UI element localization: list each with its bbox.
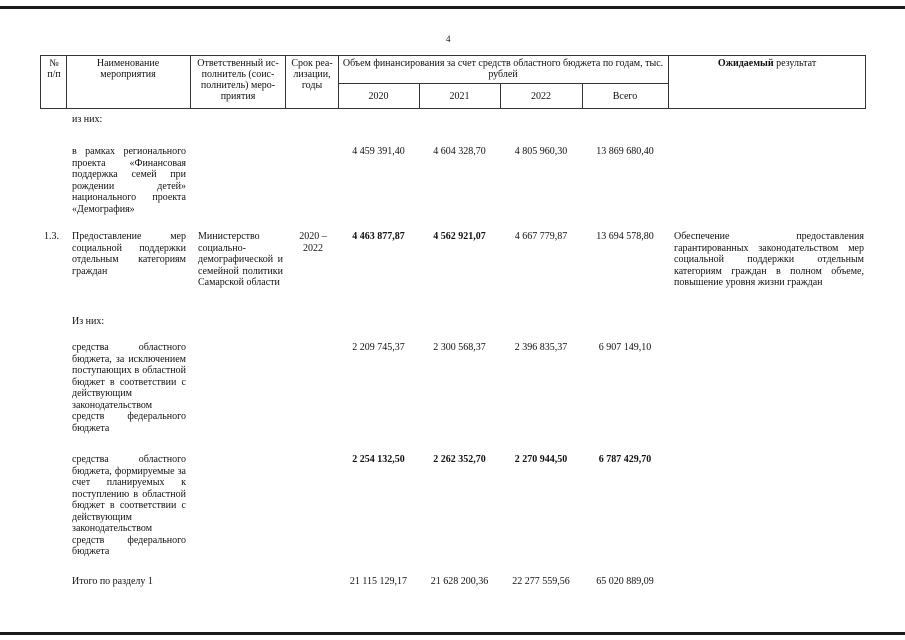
row-name: средства областного бюджета, формируемые за счет планируемых к поступлению в областной бюджет в соответствии с действующим законодательством средств федерального бюджета	[72, 454, 186, 557]
header-term: Срок реа-лизации, годы	[291, 58, 333, 91]
header-subline	[338, 83, 668, 84]
value-2021: 21 628 200,36	[430, 576, 489, 587]
value-2022: 4 805 960,30	[514, 146, 568, 157]
value-total: 6 787 429,70	[598, 454, 652, 465]
subheading-iz-nih: из них:	[72, 114, 103, 125]
header-name: Наименование мероприятия	[96, 58, 160, 80]
value-2022: 22 277 559,56	[512, 576, 570, 587]
top-rule	[0, 6, 905, 9]
row-number: 1.3.	[44, 231, 59, 242]
header-year-2020: 2020	[368, 91, 389, 102]
header-funding: Объем финансирования за счет средств областного бюджета по годам, тыс. рублей	[342, 58, 664, 80]
value-total: 13 694 578,80	[596, 231, 654, 242]
value-2021: 2 262 352,70	[433, 454, 486, 465]
value-total: 65 020 889,09	[596, 576, 654, 587]
value-2022: 4 667 779,87	[514, 231, 568, 242]
value-2022: 2 270 944,50	[514, 454, 568, 465]
value-total: 13 869 680,40	[596, 146, 654, 157]
row-result: Обеспечение предоставления гарантированных законодательством мер социальной поддержки отдельным категориям граждан в полном объеме, повышение уровня жизни граждан	[674, 231, 864, 288]
header-divider	[668, 55, 669, 109]
header-result-bold: Ожидаемый	[717, 58, 774, 69]
header-year-total: Всего	[612, 91, 638, 102]
row-name: средства областного бюджета, за исключением поступающих в областной бюджет в соответствии с действующим законодательством средств федерального бюджета	[72, 342, 186, 434]
header-result	[671, 58, 863, 69]
value-2021: 2 300 568,37	[433, 342, 486, 353]
row-executor: Министерство социально-демографической и семейной политики Самарской области	[198, 231, 283, 288]
header-year-2021: 2021	[449, 91, 470, 102]
header-divider	[285, 55, 286, 109]
page-number: 4	[446, 34, 451, 44]
header-divider	[190, 55, 191, 109]
header-num: № п/п	[47, 58, 61, 80]
value-2020: 4 459 391,40	[352, 146, 405, 157]
row-term: 2020 – 2022	[299, 231, 327, 254]
header-divider	[66, 55, 67, 109]
value-2020: 4 463 877,87	[352, 231, 405, 242]
total-label: Итого по разделу 1	[72, 576, 153, 587]
header-result-rest: результат	[773, 58, 817, 69]
value-2022: 2 396 835,37	[514, 342, 568, 353]
value-total: 6 907 149,10	[598, 342, 652, 353]
value-2021: 4 562 921,07	[433, 231, 486, 242]
header-executor: Ответственный ис-полнитель (соис-полнитель) меро-приятия	[197, 58, 279, 102]
value-2020: 21 115 129,17	[349, 576, 408, 587]
header-year-2022: 2022	[531, 91, 551, 102]
row-name: в рамках регионального проекта «Финансовая поддержка семей при рождении детей» национального проекта «Демография»	[72, 146, 186, 215]
value-2020: 2 254 132,50	[352, 454, 405, 465]
value-2020: 2 209 745,37	[352, 342, 405, 353]
bottom-rule	[0, 632, 905, 635]
row-name: Предоставление мер социальной поддержки отдельным категориям граждан	[72, 231, 186, 277]
value-2021: 4 604 328,70	[433, 146, 486, 157]
subheading-iz-nih: Из них:	[72, 316, 105, 327]
